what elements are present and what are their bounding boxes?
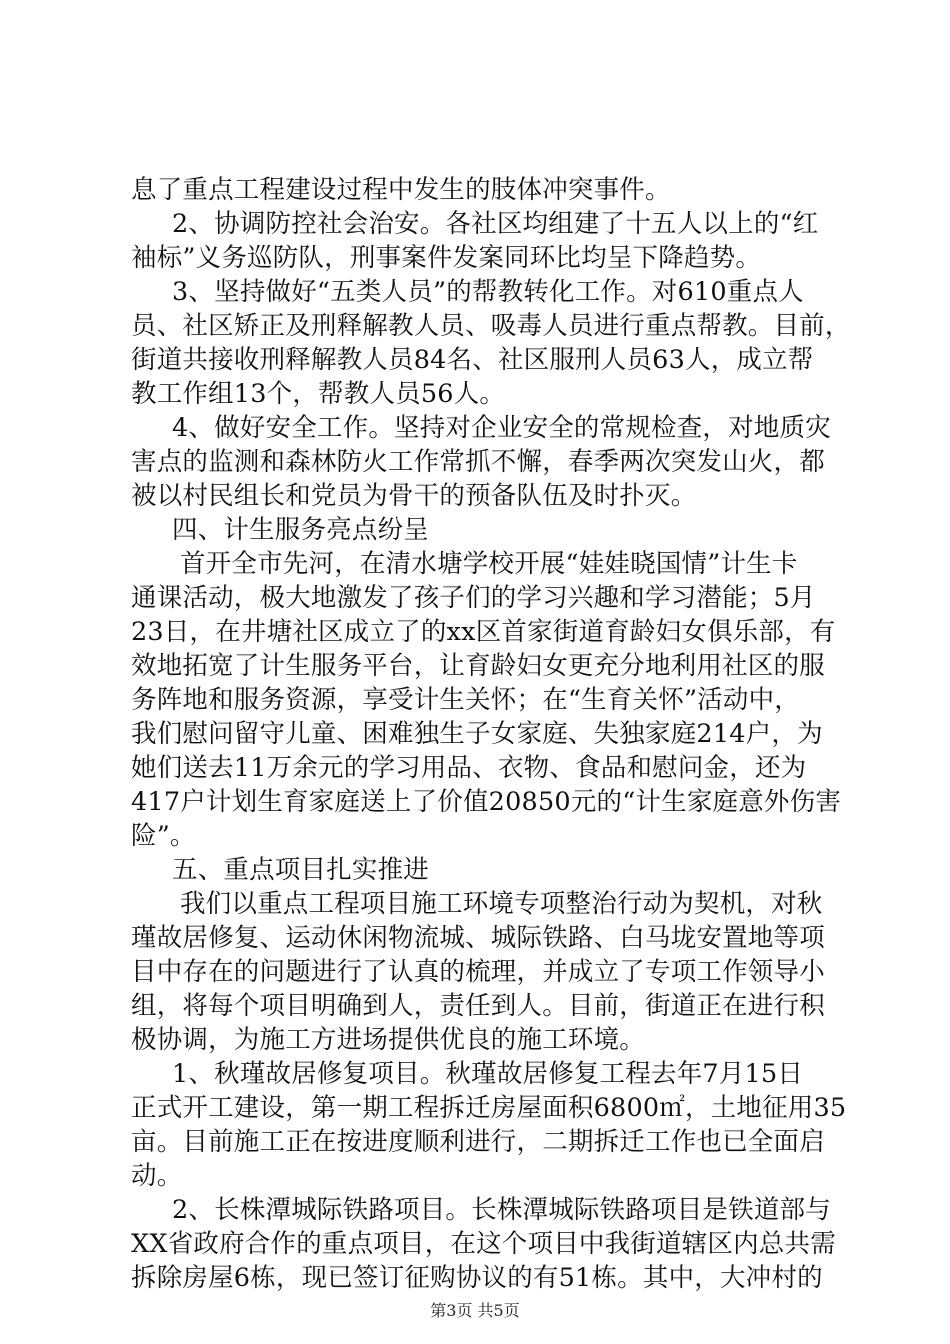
text-line: 组，将每个项目明确到人，责任到人。目前，街道正在进行积 <box>131 991 825 1021</box>
text-line: 息了重点工程建设过程中发生的肢体冲突事件。 <box>131 175 671 205</box>
text-line: 极协调，为施工方进场提供优良的施工环境。 <box>131 1025 646 1055</box>
text-line: 瑾故居修复、运动休闲物流城、城际铁路、白马垅安置地等项 <box>131 923 825 953</box>
text-line: 街道共接收刑释解教人员84名、社区服刑人员63人，成立帮 <box>131 345 814 375</box>
text-line: 1、秋瑾故居修复项目。秋瑾故居修复工程去年7月15日 <box>172 1059 804 1089</box>
text-line: 2、协调防控社会治安。各社区均组建了十五人以上的“红 <box>172 209 819 239</box>
text-line: 袖标”义务巡防队，刑事案件发案同环比均呈下降趋势。 <box>131 243 762 273</box>
text-line: 正式开工建设，第一期工程拆迁房屋面积6800㎡，土地征用35 <box>131 1093 847 1123</box>
text-line: 4、做好安全工作。坚持对企业安全的常规检查，对地质灾 <box>172 413 831 443</box>
text-line: 我们以重点工程项目施工环境专项整治行动为契机，对秋 <box>180 889 823 919</box>
text-line: 害点的监测和森林防火工作常抓不懈，春季两次突发山火，都 <box>131 447 825 477</box>
text-line: 通课活动，极大地激发了孩子们的学习兴趣和学习潜能；5月 <box>131 583 816 613</box>
page-number-footer: 第3页 共5页 <box>430 1301 520 1320</box>
text-line: 她们送去11万余元的学习用品、衣物、食品和慰问金，还为 <box>131 753 807 783</box>
text-line: 效地拓宽了计生服务平台，让育龄妇女更充分地利用社区的服 <box>131 651 825 681</box>
text-line: XX省政府合作的重点项目，在这个项目中我街道辖区内总共需 <box>131 1229 836 1259</box>
text-line: 教工作组13个，帮教人员56人。 <box>131 379 506 409</box>
text-line: 3、坚持做好“五类人员”的帮教转化工作。对610重点人 <box>172 277 804 307</box>
text-line: 23日，在井塘社区成立了的xx区首家街道育龄妇女俱乐部，有 <box>131 617 836 647</box>
text-line: 员、社区矫正及刑释解教人员、吸毒人员进行重点帮教。目前， <box>131 311 851 341</box>
section-heading: 五、重点项目扎实推进 <box>172 855 430 885</box>
text-line: 险”。 <box>131 821 196 851</box>
text-line: 目中存在的问题进行了认真的梳理，并成立了专项工作领导小 <box>131 957 825 987</box>
text-line: 2、长株潭城际铁路项目。长株潭城际铁路项目是铁道部与 <box>172 1195 831 1225</box>
text-line: 被以村民组长和党员为骨干的预备队伍及时扑灭。 <box>131 481 697 511</box>
text-line: 动。 <box>131 1161 183 1191</box>
text-line: 首开全市先河，在清水塘学校开展“娃娃晓国情”计生卡 <box>180 549 798 579</box>
text-line: 亩。目前施工正在按进度顺利进行，二期拆迁工作也已全面启 <box>131 1127 825 1157</box>
text-line: 417户计划生育家庭送上了价值20850元的“计生家庭意外伤害 <box>131 787 842 817</box>
text-line: 我们慰问留守儿童、困难独生子女家庭、失独家庭214户，为 <box>131 719 823 749</box>
section-heading: 四、计生服务亮点纷呈 <box>172 515 430 545</box>
text-line: 拆除房屋6栋，现已签订征购协议的有51栋。其中，大冲村的 <box>131 1263 823 1293</box>
text-line: 务阵地和服务资源，享受计生关怀；在“生育关怀”活动中， <box>131 685 800 715</box>
